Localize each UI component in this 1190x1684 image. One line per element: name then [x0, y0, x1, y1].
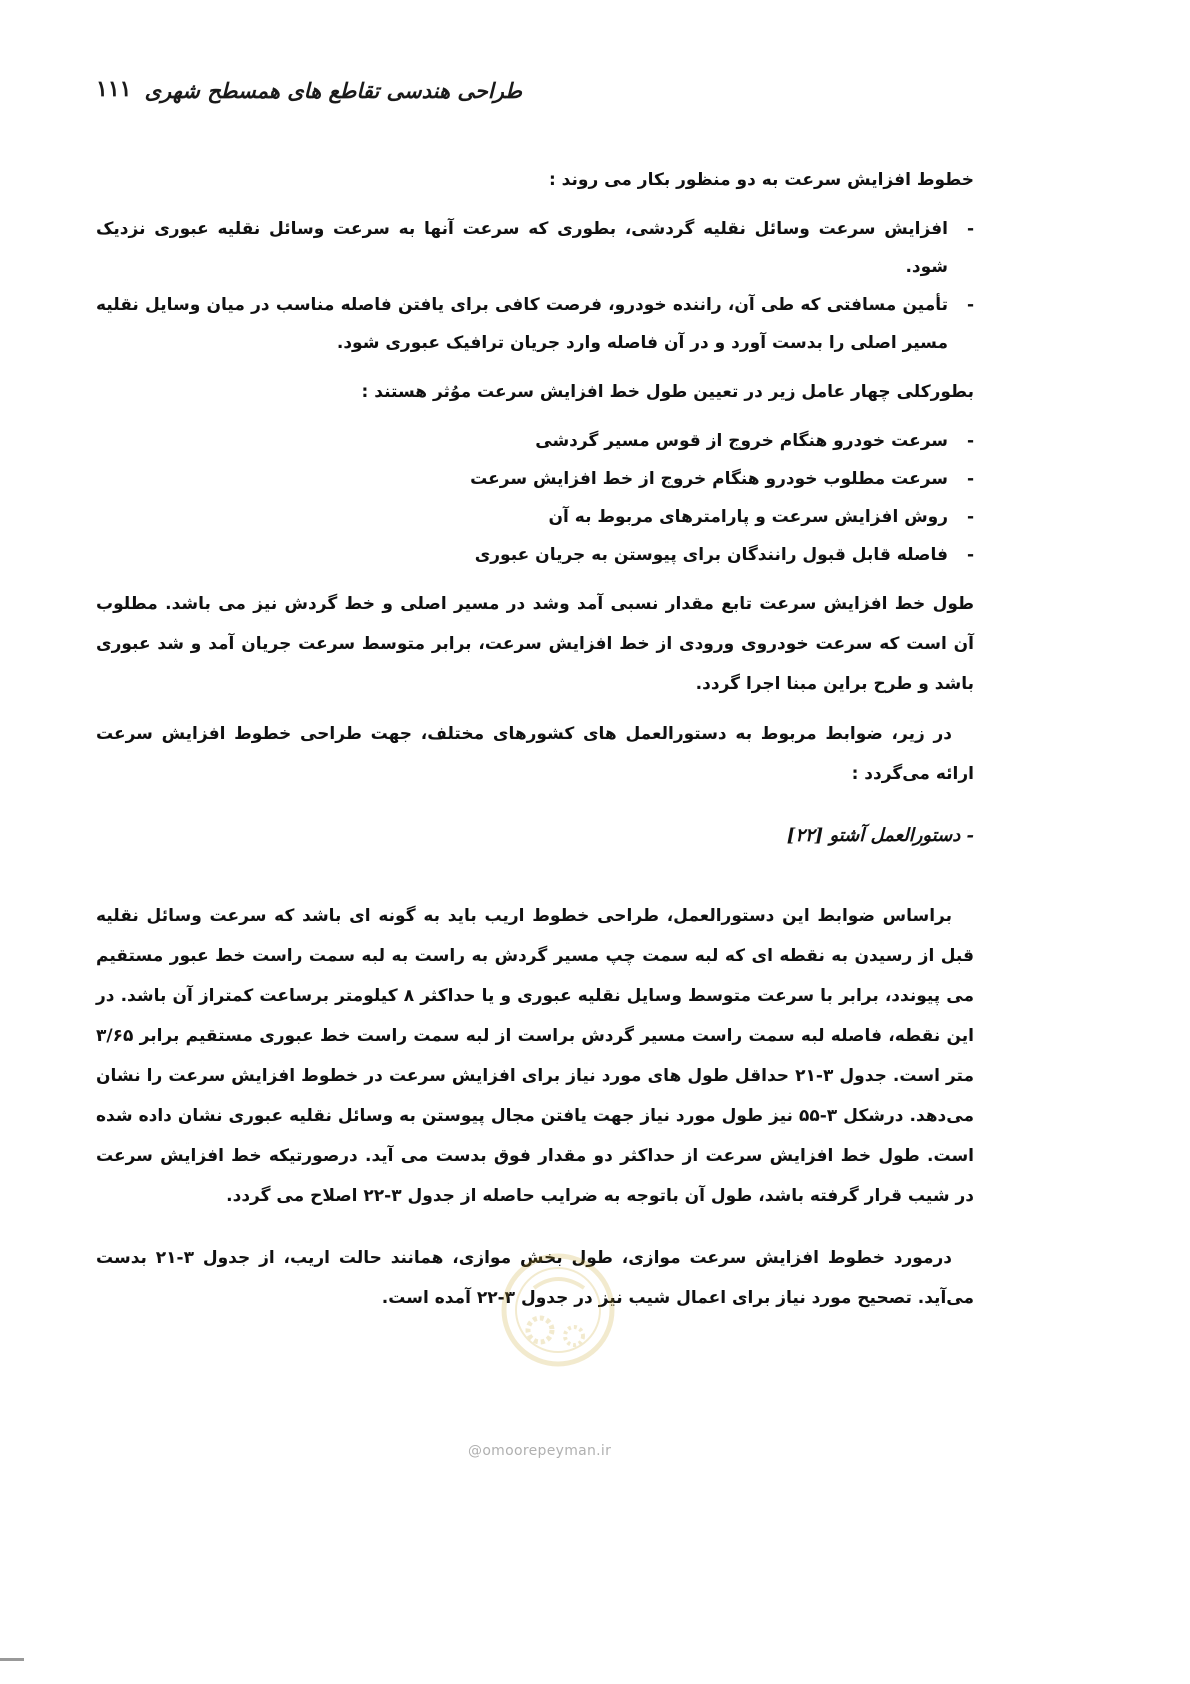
page-body	[96, 160, 974, 1318]
list-item: - سرعت خودرو هنگام خروج از قوس مسیر گردشی	[535, 431, 974, 451]
length-paragraph: طول خط افزایش سرعت تابع مقدار نسبی آمد وشد در مسیر اصلی و خط گردش نیز می باشد. مطلوب آن است که سرعت خودروی ورودی از خط افزایش سرعت، برابر متوسط سرعت جریان آمد و شد عبوری باشد و طرح براین مبنا اجرا گردد.	[96, 594, 974, 694]
margin-mark	[0, 1658, 24, 1661]
purposes-list	[96, 210, 974, 362]
watermark-logo	[498, 1248, 618, 1378]
page-number: ۱۱۱	[96, 76, 132, 102]
list-item: - تأمین مسافتی که طی آن، راننده خودرو، فرصت کافی برای یافتن فاصله مناسب در میان وسایل نقلیه مسیر اصلی را بدست آورد و در آن فاصله وارد جریان ترافیک عبوری شود.	[96, 295, 974, 353]
factors-list	[96, 422, 974, 574]
factors-intro: بطورکلی چهار عامل زیر در تعیین طول خط افزایش سرعت موُثر هستند :	[361, 382, 974, 402]
page-header	[96, 72, 522, 112]
codes-paragraph: در زیر، ضوابط مربوط به دستورالعمل های کشورهای مختلف، جهت طراحی خطوط افزایش سرعت ارائه می‌گردد :	[96, 724, 974, 784]
list-item: - افزایش سرعت وسائل نقلیه گردشی، بطوری که سرعت آنها به سرعت وسائل نقلیه عبوری نزدیک شود.	[96, 219, 974, 277]
intro-paragraph: خطوط افزایش سرعت به دو منظور بکار می روند :	[548, 170, 974, 190]
list-item: - روش افزایش سرعت و پارامترهای مربوط به آن	[548, 507, 974, 527]
parallel-paragraph: درمورد خطوط افزایش سرعت موازی، طول بخش موازی، همانند حالت اریب، از جدول ۳-۲۱ بدست می‌آید. تصحیح مورد نیاز برای اعمال شیب نیز در جدول ۳-۲۲ آمده است.	[96, 1248, 974, 1308]
aashto-paragraph: براساس ضوابط این دستورالعمل، طراحی خطوط اریب باید به گونه ای باشد که سرعت وسائل نقلیه قبل از رسیدن به نقطه ای که لبه سمت چپ مسیر گردش به راست به لبه سمت راست خط عبور مستقیم می پیوندد، برابر با سرعت متوسط وسایل نقلیه عبوری و یا حداکثر ۸ کیلومتر برساعت کمتراز آن باشد. در این نقطه، فاصله لبه سمت راست مسیر گردش براست از لبه سمت راست خط عبوری مستقیم برابر ۳/۶۵ متر است. جدول ۳-۲۱ حداقل طول های مورد نیاز برای افزایش سرعت در خطوط افزایش سرعت را نشان می‌دهد. درشکل ۳-۵۵ نیز طول مورد نیاز جهت یافتن مجال پیوستن به وسائل نقلیه عبوری نشان داده شده است. طول خط افزایش سرعت از حداکثر دو مقدار فوق بدست می آید. درصورتیکه خط افزایش سرعت در شیب قرار گرفته باشد، طول آن باتوجه به ضرایب حاصله از جدول ۳-۲۲ اصلاح می گردد.	[96, 906, 975, 1206]
watermark-url: @omoorepeyman.ir	[468, 1443, 612, 1459]
at-icon: @	[468, 1443, 483, 1459]
aashto-heading: - دستورالعمل آشتو [۲۲]	[786, 825, 974, 846]
list-item: - سرعت مطلوب خودرو هنگام خروج از خط افزایش سرعت	[470, 469, 974, 489]
list-item: - فاصله قابل قبول رانندگان برای پیوستن به جریان عبوری	[474, 545, 974, 565]
running-title: طراحی هندسی تقاطع های همسطح شهری	[144, 78, 522, 103]
